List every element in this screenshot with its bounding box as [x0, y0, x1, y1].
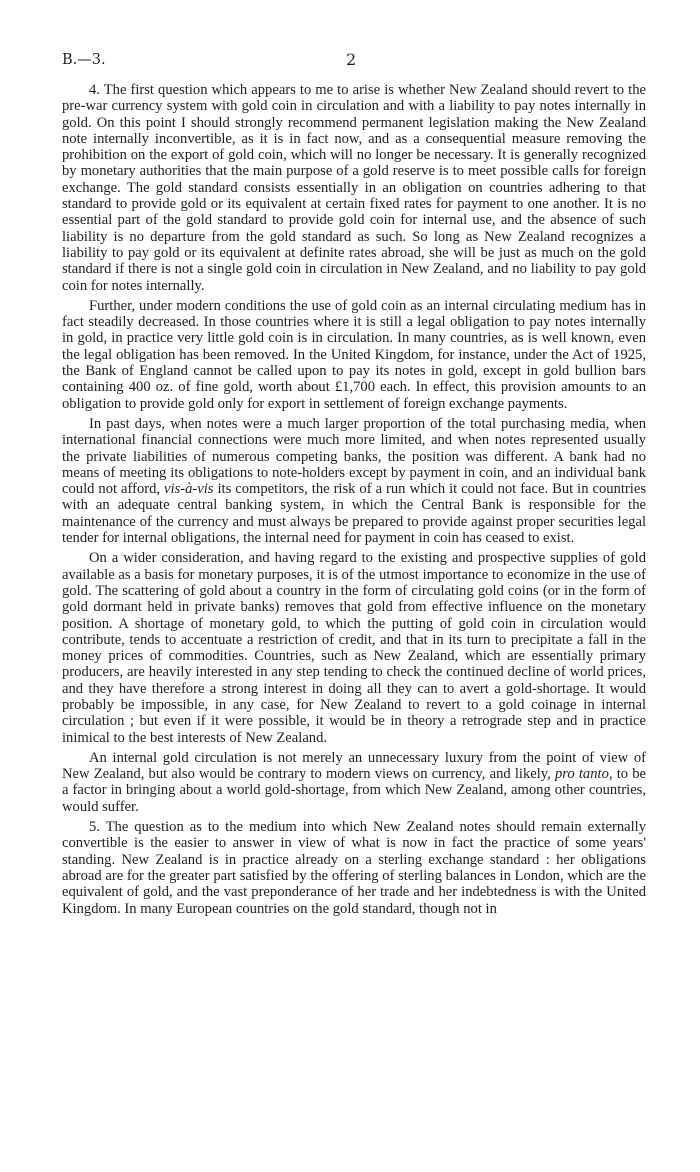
report-code: B.—3. — [62, 52, 106, 68]
paragraph-text: , to be a factor in bringing about a world gold-shortage, from which New Zealand, among other countries, would suffer. — [62, 766, 646, 815]
italic-phrase: vis-à-vis — [164, 481, 214, 498]
italic-phrase: pro tanto — [554, 766, 609, 783]
paragraph-section-4: 4. The first question which appears to me to arise is whether New Zealand should revert to the pre-war currency system with gold coin in circulation and with a liability to pay notes internally in gold. On this point I should strongly recommend permanent legislation making the New Zealand note internally inconvertible, as it is in fact now, and as a consequential measure removing the prohibition on the export of gold coin, which will no longer be necessary. It is generally recognized by monetary authorities that the main purpose of a gold reserve is to meet possible calls for foreign exchange. The gold standard consists essentially in an obligation on countries adhering to that standard to provide gold or its equivalent at certain fixed rates for payment to one another. It is no essential part of the gold standard to provide gold coin for internal use, and the absence of such liability is no departure from the gold standard as such. So long as New Zealand recognizes a liability to pay gold or its equivalent at definite rates abroad, she will be just as much on the gold standard if there is not a single gold coin in circulation in New Zealand, and no liability to pay gold coin for notes internally. — [62, 82, 646, 294]
paragraph-past-days — [62, 416, 646, 546]
paragraph-wider-consideration: On a wider consideration, and having regard to the existing and prospective supplies of gold available as a basis for monetary purposes, it is of the utmost importance to economize in the use of gold. The scattering of gold about a country in the form of circulating gold coins (or in the form of gold dormant held in private banks) removes that gold from effective influence on the monetary position. A shortage of monetary gold, to which the putting of gold coin in circulation would contribute, tends to accentuate a restriction of credit, and that in its turn to precipitate a fall in the money prices of commodities. Countries, such as New Zealand, which are essentially primary producers, are heavily interested in any step tending to check the continued decline of world prices, and they have therefore a strong interest in doing all they can to avert a gold-shortage. It would probably be impossible, in any case, for New Zealand to revert to a gold coinage in internal circulation ; but even if it were possible, it would be in theory a retrograde step and in practice inimical to the best interests of New Zealand. — [62, 550, 646, 746]
paragraph-text: its competitors, the risk of a run which it could not face. But in countries with an adequate central banking system, in which the Central Bank is responsible for the maintenance of the currency and must always be prepared to provide against proper securities legal tender for internal obligations, the internal need for payment in coin has ceased to exist. — [62, 481, 646, 547]
document-body — [62, 82, 646, 917]
paragraph-text: In past days, when notes were a much larger proportion of the total purchasing media, when international financial connections were much more limited, and when notes represented usually the private liabilities of numerous competing banks, the position was different. A bank had no means of meeting its obligations to note-holders except by payment in coin, and an individual bank could not afford, — [62, 415, 646, 498]
paragraph-text: An internal gold circulation is not merely an unnecessary luxury from the point of view of New Zealand, but also would be contrary to modern views on currency, and likely, — [62, 749, 646, 783]
paragraph-section-5: 5. The question as to the medium into which New Zealand notes should remain externally convertible is the easier to answer in view of what is now in fact the practice of some years' standing. New Zealand is in practice already on a sterling exchange standard : her obligations abroad are for the greater part satisfied by the offering of sterling balances in London, which are the equivalent of gold, and the vast preponderance of her trade and her indebtedness is with the United Kingdom. In many European countries on the gold standard, though not in — [62, 819, 646, 917]
page-number: 2 — [346, 50, 357, 69]
paragraph-modern-conditions: Further, under modern conditions the use of gold coin as an internal circulating medium has in fact steadily decreased. In those countries where it is still a legal obligation to pay notes internally in gold, in practice very little gold coin is in circulation. In many countries, as is well known, even the legal obligation has been removed. In the United Kingdom, for instance, under the Act of 1925, the Bank of England cannot be called upon to pay its notes in gold, except in gold bullion bars containing 400 oz. of fine gold, worth about £1,700 each. In effect, this provision amounts to an obligation to provide gold only for export in settlement of foreign exchange payments. — [62, 297, 646, 412]
paragraph-internal-circulation — [62, 750, 646, 815]
